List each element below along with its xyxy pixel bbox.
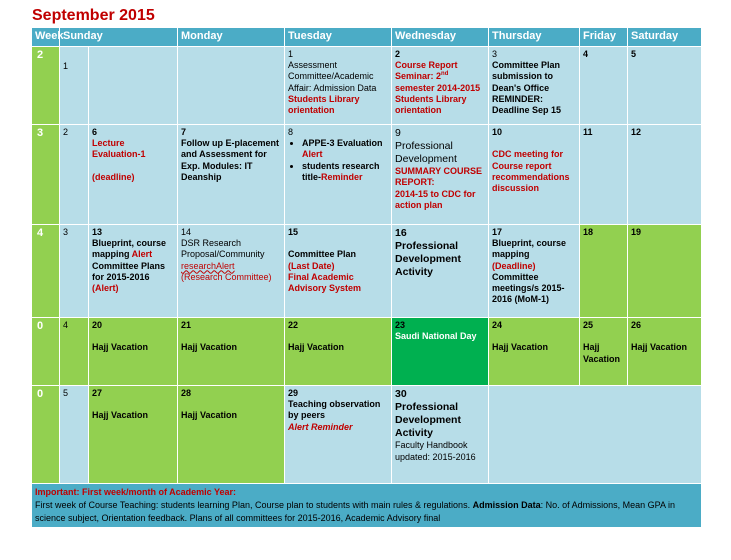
day-number: 16 <box>395 226 407 239</box>
day-cell <box>628 224 702 317</box>
event-text: Faculty Handbook updated: 2015-2016 <box>395 440 476 462</box>
week-index: 1 <box>60 46 89 124</box>
event-text: (Deadline) <box>492 260 536 271</box>
page-title: September 2015 <box>32 7 155 24</box>
week-number: 2 <box>32 46 60 124</box>
day-number: 24 <box>492 319 503 330</box>
note-text: : No. of Admissions, Mean GPA in science subject, Orientation feedback. Plans of all committees for 2015-2016, Academic Advisory final <box>35 499 675 523</box>
event-text: Hajj Vacation <box>181 342 238 353</box>
day-cell <box>89 46 178 124</box>
calendar-table <box>31 27 702 528</box>
event-text: Follow up E-placement and Assessment for Exp. Modules: IT Deanship <box>181 138 280 182</box>
header-sunday: Sunday <box>60 28 178 47</box>
event-text: (Research Committee) <box>181 271 272 282</box>
day-cell <box>628 124 702 224</box>
day-number: 21 <box>181 319 192 330</box>
day-cell <box>89 385 178 483</box>
event-text: DSR Research Proposal/Community <box>181 238 265 260</box>
event-text: 2014-15 to CDC for action plan <box>395 188 476 210</box>
event-text: Blueprint, course mapping <box>92 238 167 260</box>
event-text: Teaching observation by peers <box>288 399 381 421</box>
day-cell <box>392 46 489 124</box>
day-number: 2 <box>395 48 401 59</box>
week-number: 0 <box>32 317 60 385</box>
week-number: 4 <box>32 224 60 317</box>
event-text: Hajj Vacation <box>92 342 149 353</box>
event-text: Committee Plan <box>288 249 357 260</box>
event-text: Professional Development Activity <box>395 400 461 440</box>
day-number: 28 <box>181 387 192 398</box>
day-cell <box>89 124 178 224</box>
week-index: 3 <box>60 224 89 317</box>
day-cell <box>489 385 702 483</box>
note-row <box>32 483 702 527</box>
header-monday: Monday <box>178 28 285 47</box>
day-cell <box>178 224 285 317</box>
event-text: Course Report Seminar: 2 <box>395 60 458 82</box>
header-thursday: Thursday <box>489 28 580 47</box>
day-number: 12 <box>631 126 642 137</box>
day-cell <box>489 224 580 317</box>
day-number: 5 <box>631 48 637 59</box>
week-number: 3 <box>32 124 60 224</box>
day-number: 13 <box>92 226 103 237</box>
day-cell <box>580 224 628 317</box>
event-text: Final Academic Advisory System <box>288 271 362 293</box>
day-number: 29 <box>288 387 299 398</box>
header-row <box>32 28 702 47</box>
day-cell <box>178 317 285 385</box>
event-text: (deadline) <box>92 171 135 182</box>
day-number: 30 <box>395 387 407 400</box>
week-row <box>32 224 702 317</box>
header-wednesday: Wednesday <box>392 28 489 47</box>
day-cell <box>89 224 178 317</box>
day-cell <box>392 124 489 224</box>
week-index: 5 <box>60 385 89 483</box>
event-text: researchAlert <box>181 260 235 271</box>
day-cell <box>489 317 580 385</box>
event-text: Students Library orientation <box>395 93 467 115</box>
event-text: Professional Development <box>395 139 457 165</box>
day-number: 22 <box>288 319 299 330</box>
week-row <box>32 385 702 483</box>
week-row <box>32 124 702 224</box>
week-row <box>32 317 702 385</box>
event-text: Hajj Vacation <box>181 410 238 421</box>
day-number: 1 <box>288 48 294 59</box>
day-number: 19 <box>631 226 642 237</box>
header-saturday: Saturday <box>628 28 702 47</box>
day-cell <box>489 124 580 224</box>
event-text: Professional Development Activity <box>395 239 461 279</box>
event-text: Hajj Vacation <box>492 342 549 353</box>
day-number: 8 <box>288 126 294 137</box>
day-cell <box>628 46 702 124</box>
day-number: 18 <box>583 226 594 237</box>
event-text: CDC meeting for Course report recommendations discussion <box>492 149 570 193</box>
day-number: 23 <box>395 319 406 330</box>
day-cell <box>628 317 702 385</box>
day-cell <box>178 385 285 483</box>
event-text: nd <box>441 71 449 78</box>
event-text: Hajj Vacation <box>631 342 688 353</box>
day-number: 11 <box>583 126 593 137</box>
note-text: First week of Course Teaching: students learning Plan, Course plan to students with main rules & regulations. <box>35 499 473 510</box>
event-text: semester 2014-2015 <box>395 82 481 93</box>
week-index: 2 <box>60 124 89 224</box>
event-text: (Alert) <box>92 283 119 293</box>
event-text: Blueprint, course mapping <box>492 238 567 260</box>
day-cell <box>392 317 489 385</box>
event-text: Alert <box>131 249 153 260</box>
day-number: 27 <box>92 387 103 398</box>
day-number: 25 <box>583 319 594 330</box>
event-text: SUMMARY COURSE REPORT: <box>395 166 483 188</box>
day-number: 9 <box>395 126 401 139</box>
day-cell <box>392 385 489 483</box>
header-week: Week <box>32 28 60 47</box>
week-number: 0 <box>32 385 60 483</box>
day-cell <box>285 224 392 317</box>
day-number: 15 <box>288 226 299 237</box>
event-text: Students Library orientation <box>288 93 360 115</box>
event-text: Hajj Vacation <box>92 410 149 421</box>
day-cell <box>392 224 489 317</box>
day-number: 14 <box>181 226 192 237</box>
day-number: 6 <box>92 126 98 137</box>
list-item: • APPE-3 Evaluation Alert <box>302 138 388 161</box>
list-item: • students research title-Reminder <box>302 161 388 184</box>
week-row <box>32 46 702 124</box>
week-index: 4 <box>60 317 89 385</box>
event-list <box>288 138 388 183</box>
day-cell <box>580 317 628 385</box>
day-number: 4 <box>583 48 589 59</box>
event-text: Assessment Committee/Academic Affair: Admission Data <box>288 60 377 93</box>
day-number: 20 <box>92 319 103 330</box>
header-friday: Friday <box>580 28 628 47</box>
event-text: Saudi National Day <box>395 331 477 341</box>
note-cell <box>32 483 702 527</box>
event-text: Committee Plan submission to Dean's Office REMINDER: Deadline Sep 15 <box>492 60 562 115</box>
day-cell <box>580 124 628 224</box>
day-cell <box>285 124 392 224</box>
note-text: Admission Data <box>472 499 541 510</box>
day-cell <box>580 46 628 124</box>
header-tuesday: Tuesday <box>285 28 392 47</box>
day-cell <box>489 46 580 124</box>
day-cell <box>178 46 285 124</box>
day-number: 3 <box>492 48 498 59</box>
day-number: 7 <box>181 126 187 137</box>
day-cell <box>285 317 392 385</box>
event-text: Hajj Vacation <box>583 342 621 364</box>
day-number: 10 <box>492 126 503 137</box>
event-text: Committee Plans for 2015-2016 <box>92 260 166 282</box>
event-text: Hajj Vacation <box>288 342 345 353</box>
event-text: (Last Date) <box>288 260 335 271</box>
day-cell <box>285 46 392 124</box>
day-number: 17 <box>492 226 503 237</box>
day-cell <box>285 385 392 483</box>
day-cell <box>89 317 178 385</box>
event-text: Committee meetings/s 2015-2016 (MoM-1) <box>492 271 565 305</box>
day-number: 26 <box>631 319 642 330</box>
event-text: Lecture Evaluation-1 <box>92 138 146 160</box>
day-cell <box>178 124 285 224</box>
event-text: Alert Reminder <box>288 421 353 432</box>
note-heading: Important: First week/month of Academic Year: <box>35 486 237 497</box>
